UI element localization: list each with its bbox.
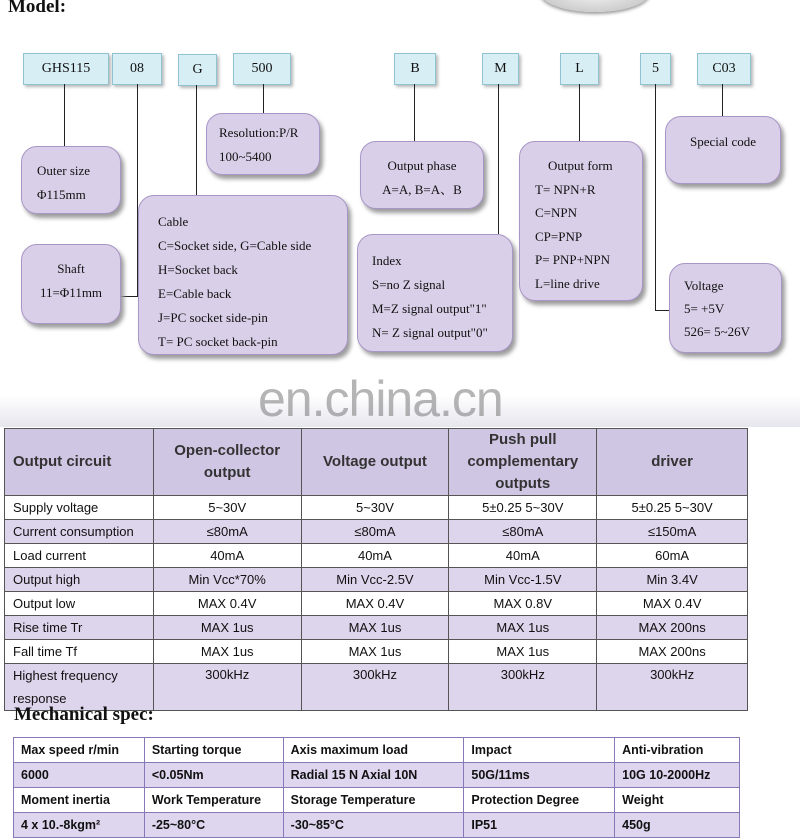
table-cell: Highest frequency response [5, 664, 154, 711]
table-cell: 6000 [14, 763, 145, 788]
watermark: en.china.cn [258, 371, 503, 427]
connector-line [655, 310, 669, 311]
output-form-bubble [519, 141, 643, 301]
voltage-bubble [669, 263, 782, 353]
code-output-phase: B [394, 53, 436, 85]
voltage-option: 526= 5~26V [684, 324, 751, 339]
index-label: Index [372, 253, 402, 268]
table-row [5, 592, 748, 616]
cable-bubble [138, 195, 348, 355]
product-image [540, 0, 650, 12]
table-cell: 4 x 10.-8kgm² [14, 813, 145, 838]
table-cell: Weight [615, 788, 740, 813]
table-cell: ≤80mA [301, 520, 449, 544]
outer-size-value: Φ115mm [37, 187, 86, 202]
table-cell: MAX 0.4V [153, 592, 301, 616]
connector-line [414, 84, 415, 142]
table-row [14, 788, 740, 813]
table-cell: Axis maximum load [283, 738, 464, 763]
table-cell: 300kHz [597, 664, 748, 711]
cable-option: E=Cable back [158, 286, 232, 301]
table-cell: 300kHz [301, 664, 449, 711]
table-cell: ≤80mA [153, 520, 301, 544]
connector-line [579, 84, 580, 142]
table-cell: ≤150mA [597, 520, 748, 544]
shaft-bubble [21, 244, 121, 324]
table-cell: MAX 1us [301, 616, 449, 640]
shaft-label: Shaft [57, 261, 85, 276]
table-row [14, 813, 740, 838]
model-title: Model: [8, 0, 67, 17]
spec-header-cell: Voltage output [301, 429, 449, 496]
table-cell: Radial 15 N Axial 10N [283, 763, 464, 788]
table-cell: Output high [5, 568, 154, 592]
code-cable: G [178, 54, 217, 86]
index-option: M=Z signal output"1" [372, 301, 487, 316]
connector-line [196, 85, 197, 195]
output-form-option: CP=PNP [535, 228, 583, 244]
table-cell: -25~80°C [144, 813, 283, 838]
mechanical-spec-title: Mechanical spec: [14, 704, 154, 725]
code-outer-size: GHS115 [23, 53, 109, 85]
table-cell: 40mA [301, 544, 449, 568]
output-phase-value: A=A, B=A、B [382, 182, 462, 197]
table-cell: Rise time Tr [5, 616, 154, 640]
output-spec-table [4, 428, 748, 711]
connector-line [121, 296, 138, 297]
index-option: S=no Z signal [372, 277, 446, 292]
outer-size-bubble [21, 146, 121, 214]
output-form-label: Output form [548, 158, 613, 173]
index-option: N= Z signal output"0" [372, 325, 488, 340]
outer-size-label: Outer size [37, 163, 91, 178]
cable-label: Cable [158, 214, 189, 229]
output-form-option: L=line drive [535, 275, 600, 291]
table-cell: 300kHz [153, 664, 301, 711]
table-cell: MAX 1us [153, 640, 301, 664]
table-cell: Min 3.4V [597, 568, 748, 592]
table-cell: Current consumption [5, 520, 154, 544]
table-cell: 5~30V [301, 496, 449, 520]
code-special: C03 [697, 53, 751, 85]
table-cell: MAX 0.8V [449, 592, 597, 616]
table-cell: Work Temperature [144, 788, 283, 813]
index-bubble [357, 234, 513, 352]
voltage-option: 5= +5V [684, 301, 725, 316]
voltage-label: Voltage [684, 278, 724, 293]
code-index: M [482, 53, 519, 85]
spec-header-cell: Output circuit [5, 429, 154, 496]
table-cell: MAX 1us [153, 616, 301, 640]
table-cell: Min Vcc-1.5V [449, 568, 597, 592]
table-cell: Protection Degree [464, 788, 615, 813]
table-cell: IP51 [464, 813, 615, 838]
table-cell: MAX 0.4V [301, 592, 449, 616]
table-row [5, 640, 748, 664]
table-cell: MAX 1us [449, 616, 597, 640]
code-shaft: 08 [112, 53, 162, 85]
table-row [5, 616, 748, 640]
table-cell: MAX 1us [449, 640, 597, 664]
cable-option: H=Socket back [158, 262, 238, 277]
table-cell: Anti-vibration [615, 738, 740, 763]
spec-header-cell: driver [597, 429, 748, 496]
cable-option: J=PC socket side-pin [158, 310, 268, 325]
output-phase-label: Output phase [387, 158, 457, 173]
table-cell: 40mA [449, 544, 597, 568]
spec-header-row [5, 429, 748, 496]
special-code-bubble [665, 116, 781, 184]
code-voltage: 5 [640, 53, 671, 85]
table-cell: Impact [464, 738, 615, 763]
table-cell: MAX 1us [301, 640, 449, 664]
table-cell: 60mA [597, 544, 748, 568]
resolution-bubble [206, 113, 320, 175]
table-row [14, 738, 740, 763]
table-cell: 300kHz [449, 664, 597, 711]
connector-line [263, 84, 264, 114]
connector-line [722, 84, 723, 117]
shaft-value: 11=Φ11mm [39, 285, 103, 300]
table-cell: ≤80mA [449, 520, 597, 544]
table-cell: Supply voltage [5, 496, 154, 520]
table-cell: 10G 10-2000Hz [615, 763, 740, 788]
resolution-label: Resolution:P/R [219, 125, 299, 140]
table-cell: Output low [5, 592, 154, 616]
connector-line [655, 84, 656, 311]
table-cell: Load current [5, 544, 154, 568]
table-row [5, 520, 748, 544]
output-form-option: T= NPN+R [535, 181, 596, 197]
table-cell: Storage Temperature [283, 788, 464, 813]
table-cell: Max speed r/min [14, 738, 145, 763]
table-row [5, 568, 748, 592]
table-cell: 5~30V [153, 496, 301, 520]
table-cell: -30~85°C [283, 813, 464, 838]
table-cell: Min Vcc-2.5V [301, 568, 449, 592]
mechanical-spec-table [13, 737, 740, 838]
cable-option: C=Socket side, G=Cable side [158, 238, 312, 253]
table-cell: MAX 200ns [597, 616, 748, 640]
code-output-form: L [560, 53, 599, 85]
table-row [14, 763, 740, 788]
cable-option: T= PC socket back-pin [158, 334, 278, 349]
output-form-option: P= PNP+NPN [535, 252, 610, 267]
table-row [5, 496, 748, 520]
table-cell: MAX 0.4V [597, 592, 748, 616]
table-row [5, 544, 748, 568]
table-cell: 40mA [153, 544, 301, 568]
resolution-value: 100~5400 [219, 149, 272, 164]
table-cell: Fall time Tf [5, 640, 154, 664]
code-resolution: 500 [233, 53, 291, 85]
connector-line [64, 84, 65, 147]
special-code-label: Special code [689, 134, 757, 149]
table-cell: 5±0.25 5~30V [597, 496, 748, 520]
output-form-option: C=NPN [535, 205, 578, 220]
table-cell: 450g [615, 813, 740, 838]
table-cell: <0.05Nm [144, 763, 283, 788]
table-cell: 5±0.25 5~30V [449, 496, 597, 520]
spec-header-cell: Push pull complementary outputs [449, 429, 597, 496]
table-cell: Moment inertia [14, 788, 145, 813]
table-cell: Starting torque [144, 738, 283, 763]
output-phase-bubble [360, 141, 484, 209]
table-cell: 50G/11ms [464, 763, 615, 788]
spec-header-cell: Open-collector output [153, 429, 301, 496]
table-cell: Min Vcc*70% [153, 568, 301, 592]
connector-line [498, 84, 499, 234]
table-cell: MAX 200ns [597, 640, 748, 664]
